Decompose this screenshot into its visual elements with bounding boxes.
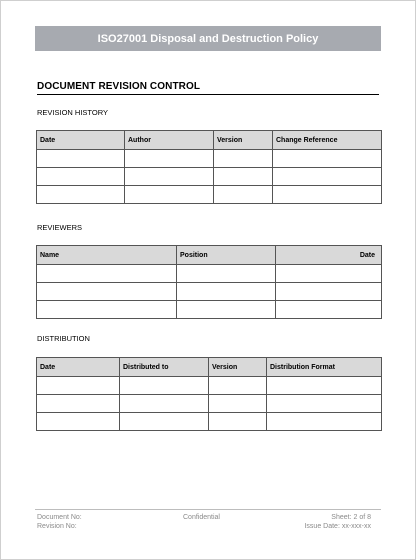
reviewers-table [36, 245, 382, 319]
footer-classification: Confidential [183, 514, 220, 521]
column-header: Version [209, 358, 267, 377]
table-cell [209, 413, 267, 431]
table-cell [177, 301, 276, 319]
table-cell [125, 150, 214, 168]
table-cell [120, 377, 209, 395]
table-cell [37, 377, 120, 395]
column-header: Name [37, 246, 177, 265]
footer-sheet: Sheet: 2 of 8 [331, 514, 371, 521]
table-cell [273, 168, 382, 186]
table-cell [214, 186, 273, 204]
table-cell [267, 395, 382, 413]
table-row [37, 283, 382, 301]
table-row [37, 413, 382, 431]
table-cell [125, 168, 214, 186]
table-row [37, 301, 382, 319]
document-title: ISO27001 Disposal and Destruction Policy [97, 32, 319, 45]
footer-issue-date: Issue Date: xx-xxx-xx [304, 523, 371, 530]
table-cell [273, 186, 382, 204]
table-cell [37, 150, 125, 168]
column-header: Date [276, 246, 382, 265]
table-row [37, 150, 382, 168]
column-header: Distributed to [120, 358, 209, 377]
table-cell [177, 265, 276, 283]
column-header: Change Reference [273, 131, 382, 150]
table-cell [37, 265, 177, 283]
column-header: Distribution Format [267, 358, 382, 377]
column-header: Date [37, 131, 125, 150]
table-cell [177, 283, 276, 301]
distribution-label: DISTRIBUTION [37, 334, 90, 343]
table-cell [120, 413, 209, 431]
table-cell [214, 168, 273, 186]
column-header: Version [214, 131, 273, 150]
table-cell [125, 186, 214, 204]
footer-document-no: Document No: [37, 514, 82, 521]
footer-divider [35, 509, 381, 510]
column-header: Date [37, 358, 120, 377]
distribution-table [36, 357, 382, 431]
column-header: Author [125, 131, 214, 150]
table-row [37, 186, 382, 204]
table-cell [37, 283, 177, 301]
table-row [37, 265, 382, 283]
table-row [37, 395, 382, 413]
table-header-row [37, 131, 382, 150]
table-cell [276, 265, 382, 283]
table-cell [276, 301, 382, 319]
table-cell [37, 186, 125, 204]
column-header: Position [177, 246, 276, 265]
table-header-row [37, 246, 382, 265]
table-header-row [37, 358, 382, 377]
table-cell [37, 301, 177, 319]
table-cell [214, 150, 273, 168]
table-cell [120, 395, 209, 413]
table-cell [37, 395, 120, 413]
revision-history-label: REVISION HISTORY [37, 108, 108, 117]
revision-history-table [36, 130, 382, 204]
reviewers-label: REVIEWERS [37, 223, 83, 232]
section-heading: DOCUMENT REVISION CONTROL [37, 81, 379, 95]
table-cell [37, 168, 125, 186]
footer-revision-no: Revision No: [37, 523, 77, 530]
table-cell [209, 395, 267, 413]
title-bar [35, 26, 381, 51]
table-row [37, 377, 382, 395]
table-cell [267, 377, 382, 395]
table-cell [267, 413, 382, 431]
table-cell [273, 150, 382, 168]
table-cell [276, 283, 382, 301]
table-row [37, 168, 382, 186]
table-cell [209, 377, 267, 395]
table-cell [37, 413, 120, 431]
